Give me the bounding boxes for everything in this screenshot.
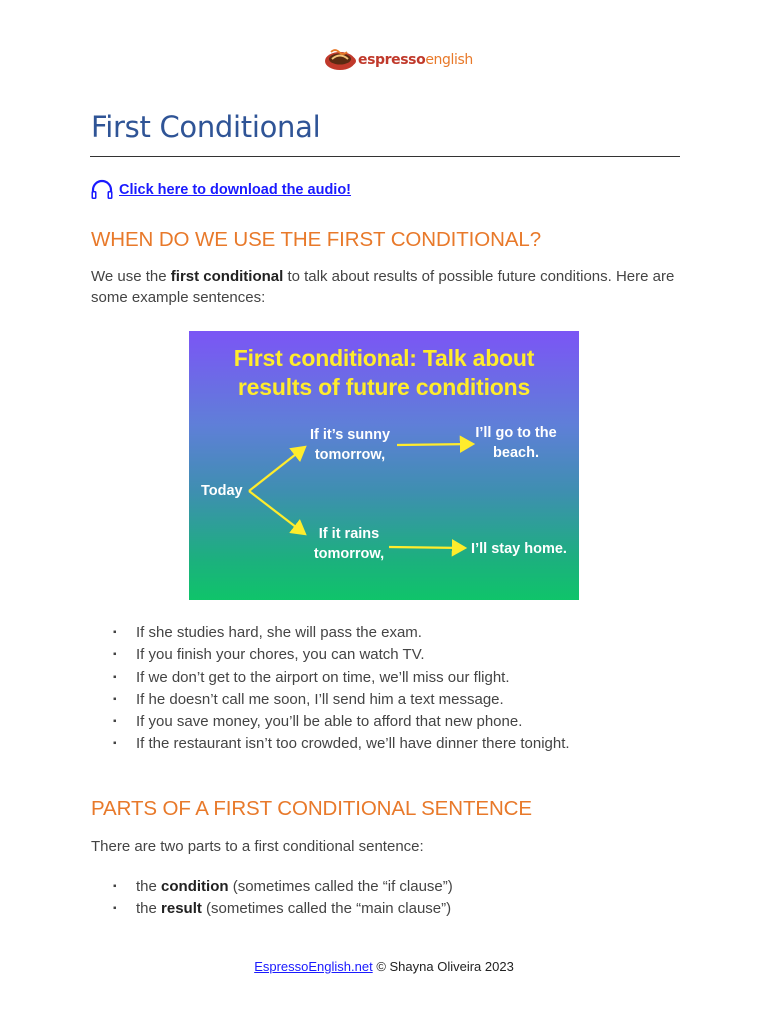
coffee-cup-icon xyxy=(323,47,357,73)
label-result-beach: I’ll go to the beach. xyxy=(475,425,557,461)
footer-copyright: © Shayna Oliveira 2023 xyxy=(372,959,514,974)
list-item: ▪ the condition (sometimes called the “if clause”) xyxy=(113,876,453,898)
label-today: Today xyxy=(201,483,243,499)
page-footer xyxy=(0,959,768,974)
list-item: ▪ If you save money, you’ll be able to afford that new phone. xyxy=(113,711,570,733)
label-result-home: I’ll stay home. xyxy=(471,541,567,557)
audio-download-link[interactable]: Click here to download the audio! xyxy=(119,182,352,198)
page-title: First Conditional xyxy=(91,110,321,144)
label-condition-rains: If it rains tomorrow, xyxy=(313,526,385,562)
list-item: ▪ the result (sometimes called the “main clause”) xyxy=(113,898,453,920)
example-sentences-list xyxy=(113,622,570,756)
arrow-today-to-rains xyxy=(249,491,305,534)
headphones-icon xyxy=(90,179,114,201)
logo-text: espressoenglish xyxy=(358,52,473,68)
espresso-english-logo xyxy=(323,46,473,74)
footer-site-link[interactable]: EspressoEnglish.net xyxy=(254,959,373,974)
section2-intro: There are two parts to a first conditional sentence: xyxy=(91,838,424,855)
list-item: ▪ If he doesn’t call me soon, I’ll send him a text message. xyxy=(113,689,570,711)
list-item: ▪ If we don’t get to the airport on time, we’ll miss our flight. xyxy=(113,667,570,689)
section1-intro: We use the first conditional to talk about results of possible future conditions. Here are some example sentences: xyxy=(91,268,675,306)
arrow-rains-to-home xyxy=(389,547,465,548)
section-heading-when: WHEN DO WE USE THE FIRST CONDITIONAL? xyxy=(91,228,542,251)
audio-download[interactable] xyxy=(90,179,351,201)
first-conditional-infographic xyxy=(189,331,579,600)
list-item: ▪ If she studies hard, she will pass the exam. xyxy=(113,622,570,644)
label-condition-sunny: If it’s sunny tomorrow, xyxy=(309,427,391,463)
section-heading-parts: PARTS OF A FIRST CONDITIONAL SENTENCE xyxy=(91,797,532,820)
infographic-title: First conditional: Talk about results of future conditions xyxy=(233,345,535,400)
list-item: ▪ If you finish your chores, you can watch TV. xyxy=(113,644,570,666)
list-item: ▪ If the restaurant isn’t too crowded, we’ll have dinner there tonight. xyxy=(113,733,570,755)
title-divider xyxy=(90,156,680,157)
sentence-parts-list xyxy=(113,876,453,921)
